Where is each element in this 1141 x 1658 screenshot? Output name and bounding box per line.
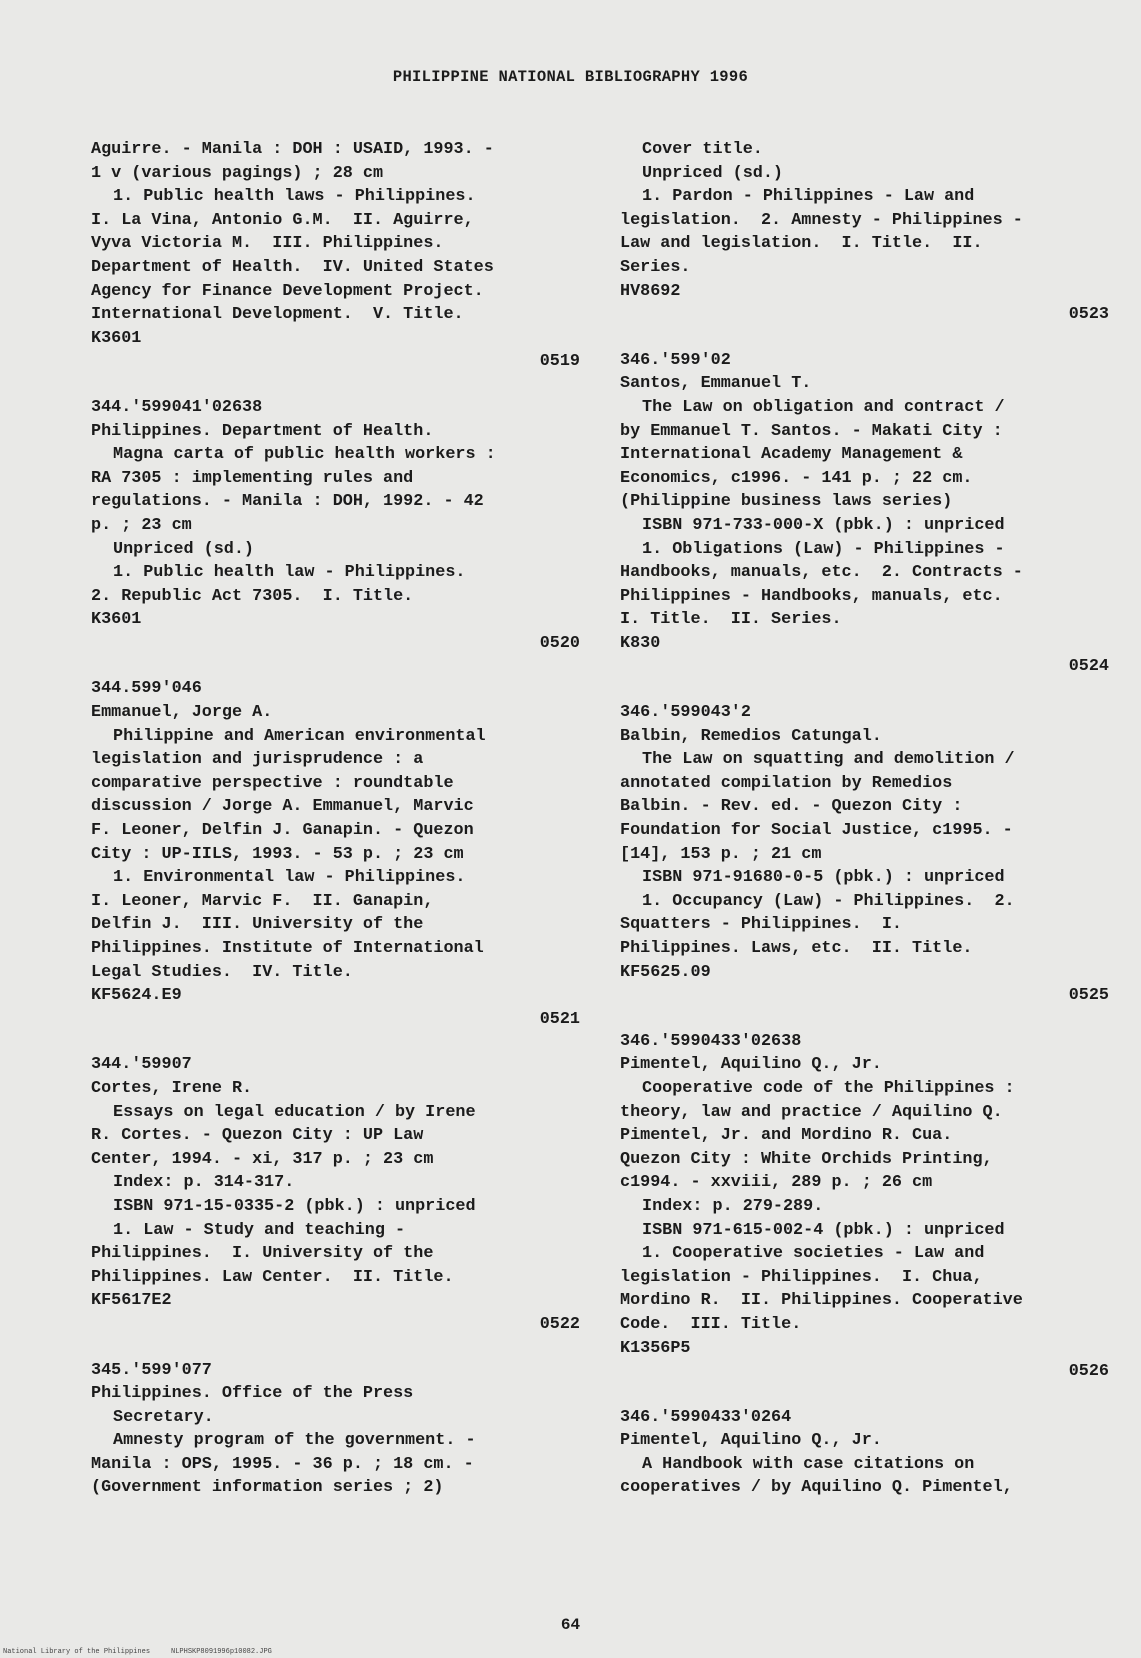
- entry-line: KF5624.E9: [91, 986, 182, 1006]
- entry-line: ISBN 971-15-0335-2 (pbk.) : unpriced: [113, 1196, 476, 1216]
- entry-line: Law and legislation. I. Title. II.: [620, 234, 983, 254]
- entry-line: Manila : OPS, 1995. - 36 p. ; 18 cm. -: [91, 1454, 474, 1474]
- entry-line: 345.'599'077: [91, 1360, 212, 1380]
- entry-line: I. Leoner, Marvic F. II. Ganapin,: [91, 891, 434, 911]
- entry-line: Index: p. 314-317.: [113, 1173, 295, 1193]
- page-number: 64: [560, 1616, 581, 1634]
- entry-line: 1. Public health law - Philippines.: [113, 563, 466, 583]
- entry-line: Philippines. I. University of the: [91, 1244, 434, 1264]
- entry-line: c1994. - xxviii, 289 p. ; 26 cm: [620, 1173, 933, 1193]
- entry-line: p. ; 23 cm: [91, 515, 192, 535]
- bibliography-entry: [620, 1406, 1115, 1500]
- bibliography-entry: [91, 1359, 586, 1501]
- entry-number: 0524: [1068, 657, 1109, 677]
- entry-line: by Emmanuel T. Santos. - Makati City :: [620, 421, 1003, 441]
- entry-line: Magna carta of public health workers :: [113, 445, 496, 465]
- entry-line: KF5617E2: [91, 1291, 172, 1311]
- entry-line: Santos, Emmanuel T.: [620, 374, 812, 394]
- entry-line: Philippines. Laws, etc. II. Title.: [620, 939, 973, 958]
- bibliography-entry: [91, 677, 586, 1031]
- entry-line: Pimentel, Jr. and Mordino R. Cua.: [620, 1126, 953, 1146]
- entry-line: Philippines. Law Center. II. Title.: [91, 1267, 454, 1287]
- entry-line: Balbin, Remedios Catungal.: [620, 726, 882, 746]
- entry-line: comparative perspective : roundtable: [91, 773, 454, 793]
- entry-line: 346.'5990433'0264: [620, 1407, 792, 1427]
- bibliography-entry: [91, 396, 586, 656]
- left-column: [91, 138, 586, 1522]
- entry-line: Mordino R. II. Philippines. Cooperative: [620, 1291, 1023, 1311]
- entry-line: Philippines - Handbooks, manuals, etc.: [620, 586, 1003, 606]
- entry-line: Code. III. Title.: [620, 1314, 802, 1334]
- entry-number: 0521: [539, 1009, 580, 1029]
- entry-line: Series.: [620, 257, 691, 277]
- entry-line: I. La Vina, Antonio G.M. II. Aguirre,: [91, 210, 474, 230]
- entry-line: (Philippine business laws series): [620, 492, 953, 512]
- entry-line: K830: [620, 633, 661, 653]
- entry-line: Philippines. Office of the Press: [91, 1384, 414, 1404]
- entry-number: 0520: [539, 633, 580, 653]
- entry-line: Agency for Finance Development Project.: [91, 281, 484, 301]
- entry-line: RA 7305 : implementing rules and: [91, 468, 414, 488]
- entry-line: Pimentel, Aquilino Q., Jr.: [620, 1055, 882, 1075]
- entry-line: ISBN 971-733-000-X (pbk.) : unpriced: [642, 515, 1005, 535]
- entry-line: cooperatives / by Aquilino Q. Pimentel,: [620, 1478, 1013, 1498]
- entry-line: Philippines. Department of Health.: [91, 421, 434, 441]
- scan-footer: National Library of the Philippines NLPHSKP8091996p10082.JPG: [3, 1648, 272, 1656]
- entry-line: 344.'59907: [91, 1055, 192, 1075]
- entry-line: The Law on obligation and contract /: [642, 397, 1005, 417]
- entry-line: Unpriced (sd.): [642, 163, 783, 183]
- entry-line: International Development. V. Title.: [91, 305, 464, 325]
- entry-line: 1. Pardon - Philippines - Law and: [642, 187, 975, 207]
- bibliography-entry: [620, 138, 1115, 327]
- entry-line: Emmanuel, Jorge A.: [91, 703, 273, 723]
- entry-line: 2. Republic Act 7305. I. Title.: [91, 586, 414, 606]
- entry-line: K3601: [91, 610, 142, 630]
- bibliography-entry: [91, 138, 586, 374]
- entry-line: 346.'5990433'02638: [620, 1031, 802, 1051]
- entry-line: 1. Occupancy (Law) - Philippines. 2.: [642, 891, 1015, 911]
- entry-line: Center, 1994. - xi, 317 p. ; 23 cm: [91, 1149, 434, 1169]
- entry-line: Philippine and American environmental: [113, 726, 486, 746]
- entry-line: Foundation for Social Justice, c1995. -: [620, 821, 1013, 841]
- entry-line: HV8692: [620, 281, 681, 301]
- entry-line: 1. Law - Study and teaching -: [113, 1220, 406, 1240]
- entry-line: theory, law and practice / Aquilino Q.: [620, 1102, 1003, 1122]
- entry-number: 0519: [539, 352, 580, 372]
- entry-line: Department of Health. IV. United States: [91, 257, 494, 277]
- entry-line: discussion / Jorge A. Emmanuel, Marvic: [91, 797, 474, 817]
- entry-line: 344.'599041'02638: [91, 397, 263, 417]
- entry-line: (Government information series ; 2): [91, 1478, 444, 1498]
- bibliography-entry: [620, 1030, 1115, 1384]
- entry-line: Aguirre. - Manila : DOH : USAID, 1993. -: [91, 140, 494, 159]
- entry-line: Secretary.: [113, 1407, 214, 1427]
- entry-line: The Law on squatting and demolition /: [642, 750, 1015, 770]
- entry-number: 0523: [1068, 305, 1109, 325]
- entry-line: Vyva Victoria M. III. Philippines.: [91, 234, 444, 254]
- entry-line: regulations. - Manila : DOH, 1992. - 42: [91, 492, 484, 512]
- entry-line: Cooperative code of the Philippines :: [642, 1078, 1015, 1098]
- entry-line: Delfin J. III. University of the: [91, 915, 424, 935]
- entry-line: R. Cortes. - Quezon City : UP Law: [91, 1126, 424, 1146]
- entry-line: 1. Environmental law - Philippines.: [113, 868, 466, 888]
- entry-line: Essays on legal education / by Irene: [113, 1102, 476, 1122]
- bibliography-entry: [91, 1053, 586, 1336]
- entry-line: Quezon City : White Orchids Printing,: [620, 1149, 993, 1169]
- entry-line: ISBN 971-615-002-4 (pbk.) : unpriced: [642, 1220, 1005, 1240]
- entry-line: Amnesty program of the government. -: [113, 1431, 476, 1451]
- entry-line: I. Title. II. Series.: [620, 610, 842, 630]
- entry-line: K3601: [91, 328, 142, 348]
- entry-line: [14], 153 p. ; 21 cm: [620, 844, 822, 864]
- bibliography-entry: [620, 701, 1115, 1008]
- entry-line: 344.599'046: [91, 679, 202, 699]
- entry-line: legislation - Philippines. I. Chua,: [620, 1267, 983, 1287]
- entry-line: Unpriced (sd.): [113, 539, 254, 559]
- entry-line: legislation. 2. Amnesty - Philippines -: [620, 210, 1023, 230]
- entry-number: 0525: [1068, 986, 1109, 1006]
- entry-line: Cortes, Irene R.: [91, 1078, 253, 1098]
- entry-line: Squatters - Philippines. I.: [620, 915, 902, 935]
- entry-line: annotated compilation by Remedios: [620, 773, 953, 793]
- entry-line: Philippines. Institute of International: [91, 939, 484, 958]
- entry-line: Legal Studies. IV. Title.: [91, 962, 353, 982]
- entry-line: 1 v (various pagings) ; 28 cm: [91, 163, 384, 183]
- entry-line: Economics, c1996. - 141 p. ; 22 cm.: [620, 468, 973, 488]
- entry-line: ISBN 971-91680-0-5 (pbk.) : unpriced: [642, 868, 1005, 888]
- page-title: PHILIPPINE NATIONAL BIBLIOGRAPHY 1996: [392, 68, 749, 86]
- entry-number: 0526: [1068, 1362, 1109, 1382]
- entry-line: 346.'599043'2: [620, 703, 751, 723]
- entry-line: 1. Public health laws - Philippines.: [113, 187, 476, 207]
- entry-line: legislation and jurisprudence : a: [91, 750, 424, 770]
- entry-line: K1356P5: [620, 1338, 691, 1358]
- entry-line: International Academy Management &: [620, 445, 963, 465]
- entry-line: 1. Obligations (Law) - Philippines -: [642, 539, 1005, 559]
- bibliography-entry: [620, 349, 1115, 679]
- entry-line: Cover title.: [642, 140, 763, 159]
- entry-line: Balbin. - Rev. ed. - Quezon City :: [620, 797, 963, 817]
- entry-line: Pimentel, Aquilino Q., Jr.: [620, 1431, 882, 1451]
- entry-number: 0522: [539, 1314, 580, 1334]
- entry-line: 1. Cooperative societies - Law and: [642, 1244, 985, 1264]
- entry-line: City : UP-IILS, 1993. - 53 p. ; 23 cm: [91, 844, 464, 864]
- entry-line: F. Leoner, Delfin J. Ganapin. - Quezon: [91, 821, 474, 841]
- entry-line: A Handbook with case citations on: [642, 1454, 975, 1474]
- entry-line: 346.'599'02: [620, 350, 731, 370]
- entry-line: Index: p. 279-289.: [642, 1196, 824, 1216]
- entry-line: KF5625.09: [620, 962, 711, 982]
- right-column: [620, 138, 1115, 1522]
- entry-line: Handbooks, manuals, etc. 2. Contracts -: [620, 563, 1023, 583]
